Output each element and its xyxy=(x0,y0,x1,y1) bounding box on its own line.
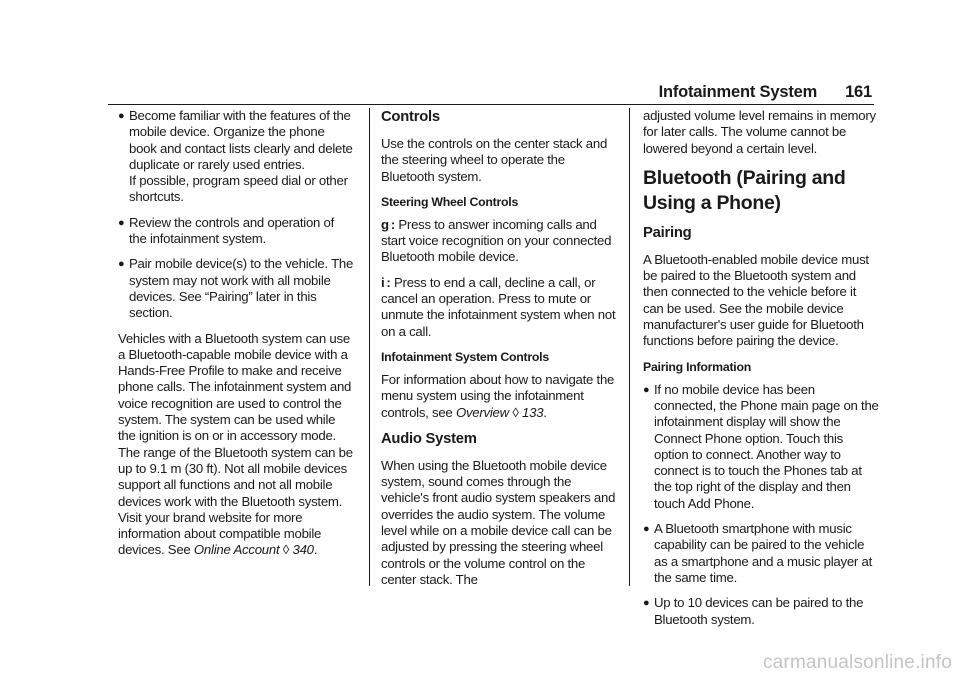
bullet-icon: ● xyxy=(643,523,650,536)
bullet-icon: ● xyxy=(643,597,650,610)
online-account-link[interactable]: Online Account xyxy=(193,542,280,558)
phone-answer-icon: g xyxy=(381,216,389,232)
continuation-paragraph: adjusted volume level remains in memory for later calls. The volume cannot be lowered beyond a certain level. xyxy=(643,108,876,156)
preparation-list xyxy=(118,108,354,322)
page-ref-icon: ◊ xyxy=(512,404,519,420)
bullet-icon: ● xyxy=(643,383,650,396)
bullet-icon: ● xyxy=(118,110,125,122)
pairing-paragraph: A Bluetooth-enabled mobile device must be paired to the Bluetooth system and then connected to the vehicle before it can be used. See the mobile device manufacturer's user guide for Bluetooth functions before pairing the device. xyxy=(643,251,869,349)
list-item: ● Become familiar with the features of the mobile device. Organize the phone book and contact lists clearly and delete duplicate or rarely used entries. If possible, program speed dial or other shortcuts. xyxy=(118,108,353,205)
answer-call-paragraph: g : Press to answer incoming calls and start voice recognition on your connected Bluetooth mobile device. xyxy=(381,216,612,265)
online-account-page[interactable]: 340 xyxy=(292,542,314,558)
steering-wheel-heading: Steering Wheel Controls xyxy=(381,194,519,209)
column-divider-1 xyxy=(369,108,370,586)
watermark: carmanualsonline.info xyxy=(762,652,952,673)
bullet-icon: ● xyxy=(118,216,125,229)
pairing-heading: Pairing xyxy=(643,224,692,241)
list-item: ● If no mobile device has been connected, the Phone main page on the infotainment display will show the Connect Phone option. Touch this option to connect. Another way to connect is to touch the Phones tab at the top right of the display and then touch Add Phone. xyxy=(643,381,879,511)
column-3 xyxy=(643,108,879,637)
page-ref-icon: ◊ xyxy=(282,542,290,558)
controls-paragraph: Use the controls on the center stack and the steering wheel to operate the Bluetooth system. xyxy=(381,136,608,184)
end-call-paragraph: i : Press to end a call, decline a call, or cancel an operation. Press to mute or unmute the infotainment system when not on a call. xyxy=(381,274,616,339)
infotainment-controls-paragraph: For information about how to navigate the menu system using the infotainment controls, see Overview ◊ 133. xyxy=(381,371,615,420)
pairing-information-heading: Pairing Information xyxy=(643,359,751,374)
list-item: ● A Bluetooth smartphone with music capability can be paired to the vehicle as a smartphone and a music player at the same time. xyxy=(643,521,872,585)
list-item: ● Up to 10 devices can be paired to the Bluetooth system. xyxy=(643,595,864,627)
phone-end-icon: i xyxy=(381,274,385,290)
pairing-information-list xyxy=(643,382,879,628)
page-number: 161 xyxy=(845,83,872,101)
column-2 xyxy=(381,108,617,597)
audio-system-heading: Audio System xyxy=(381,430,477,447)
overview-page[interactable]: 133 xyxy=(522,404,544,420)
bullet-icon: ● xyxy=(118,258,125,271)
section-title: Infotainment System xyxy=(658,83,818,101)
header-rule xyxy=(108,104,874,105)
column-divider-2 xyxy=(629,108,630,586)
column-1 xyxy=(118,108,354,568)
bluetooth-intro-paragraph: Vehicles with a Bluetooth system can use a Bluetooth-capable mobile device with a Hands-Free Profile to make and receive phone calls. The infotainment system and voice recognition are used to control the system. The system can be used while the ignition is on or in accessory mode. The range of the Bluetooth system can be up to 9.1 m (30 ft). Not all mobile devices support all functions and not all mobile devices work with the Bluetooth system. Visit your brand website for more information about compatible mobile devices. See Online Account ◊ 340. xyxy=(118,330,353,558)
list-item: ● Pair mobile device(s) to the vehicle. The system may not work with all mobile devices. See “Pairing” later in this section. xyxy=(118,256,354,321)
running-header xyxy=(659,83,872,102)
list-item: ● Review the controls and operation of the infotainment system. xyxy=(118,214,335,247)
controls-heading: Controls xyxy=(381,109,440,125)
overview-link[interactable]: Overview xyxy=(455,404,509,420)
infotainment-controls-heading: Infotainment System Controls xyxy=(381,349,549,364)
bluetooth-pairing-heading: Bluetooth (Pairing and Using a Phone) xyxy=(643,166,846,214)
audio-system-paragraph: When using the Bluetooth mobile device system, sound comes through the vehicle's front audio system speakers and overrides the audio system. The volume level while on a mobile device call can be adjusted by pressing the steering wheel controls or the volume control on the center stack. The xyxy=(381,457,616,587)
